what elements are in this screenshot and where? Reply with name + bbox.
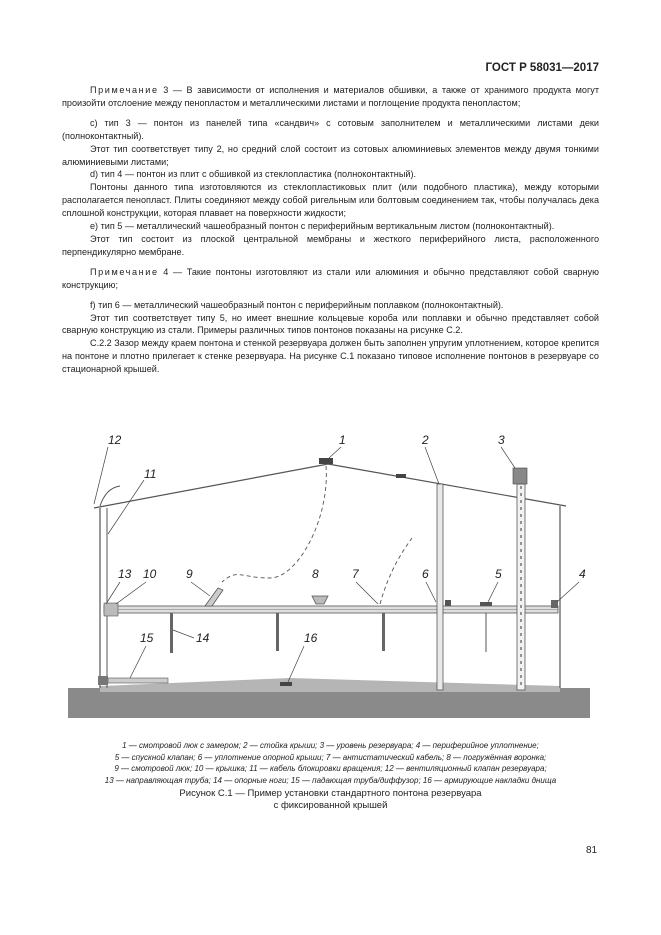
- callout-3-line: [501, 447, 515, 468]
- callout-5-line: [488, 582, 498, 602]
- callout-6: 6: [422, 567, 429, 581]
- callout-14: 14: [196, 631, 210, 645]
- legend-line: 9 — смотровой люк; 10 — крышка; 11 — кабель блокировки вращения; 12 — вентиляционный клапан резервуара;: [114, 764, 547, 773]
- support-leg: [276, 613, 279, 651]
- diffuser-head: [98, 676, 108, 685]
- paragraph-type3: с) тип 3 — понтон из панелей типа «сандвич» с сотовым заполнителем и металлическими листами деки (полноконтактный).: [62, 117, 599, 141]
- column-seal: [445, 600, 451, 606]
- figure-caption: [62, 788, 599, 812]
- paragraph-type4: d) тип 4 — понтон из плит с обшивкой из стеклопластика (полноконтактный).: [90, 169, 416, 180]
- diffuser-pipe: [108, 678, 168, 683]
- legend-line: 5 — спускной клапан; 6 — уплотнение опорной крыши; 7 — антистатический кабель; 8 — погружённая воронка;: [114, 752, 547, 762]
- page-number: 81: [586, 845, 598, 856]
- caption-line-2: с фиксированной крышей: [273, 800, 388, 811]
- cover: [104, 603, 118, 616]
- antistatic-cable: [222, 466, 326, 582]
- gauge-head: [513, 468, 527, 484]
- paragraph-type6-desc: Этот тип соответствует типу 5, но имеет внешние кольцевые короба или поплавки и обычно представляет собой сварную конструкцию из стали. Примеры различных типов понтонов показаны на рисунке С.2.: [62, 312, 599, 336]
- callout-9: 9: [186, 567, 193, 581]
- callout-12-line: [94, 447, 108, 504]
- callout-8: 8: [312, 567, 319, 581]
- callout-13-line: [106, 582, 120, 604]
- figure-legend: [62, 740, 599, 786]
- tank-bottom: [100, 678, 560, 692]
- note-3: [62, 84, 599, 110]
- tank-diagram-svg: [60, 428, 605, 748]
- callout-2: 2: [422, 433, 429, 447]
- tank-roof: [94, 464, 566, 508]
- submerged-funnel: [312, 596, 328, 604]
- roof-column: [437, 484, 443, 690]
- vent-valve: [100, 486, 120, 506]
- body-text: [62, 84, 599, 376]
- callout-12: 12: [108, 433, 122, 447]
- callout-1: 1: [339, 433, 346, 447]
- callout-3: 3: [498, 433, 505, 447]
- callout-7-line: [356, 582, 378, 604]
- callout-15: 15: [140, 631, 154, 645]
- paragraph-type6: f) тип 6 — металлический чашеобразный понтон с периферийным поплавком (полноконтактный).: [90, 299, 504, 310]
- roof-nozzle: [396, 474, 406, 478]
- paragraph-type4-desc: Понтоны данного типа изготовляются из стеклопластиковых плит (или подобного пластика), между которыми располагается пенопласт. Плиты соединяют между собой ригельным или болтовым соединением так, чтобы получалась дека сплошной конструкции, которая плавает на поверхности жидкости;: [62, 182, 599, 219]
- paragraph-type5-desc: Этот тип состоит из плоской центральной мембраны и жесткого периферийного листа, расположенного перпендикулярно мембране.: [62, 233, 599, 257]
- paragraph-type3-desc: Этот тип соответствует типу 2, но средний слой состоит из сотовых алюминиевых элементов между двумя тонкими алюминиевыми листами;: [62, 143, 599, 167]
- tank-diagram: [60, 428, 605, 748]
- callout-9-line: [191, 582, 210, 596]
- antistatic-cable-2: [380, 538, 412, 604]
- callout-15-line: [130, 646, 146, 678]
- note-text: 3 — В зависимости от исполнения и материалов обшивки, а также от хранимого продукта могут произойти отслоение между пенопластом и металлическими листами и поглощение продукта пенопластом;: [62, 85, 599, 108]
- support-leg: [382, 613, 385, 651]
- note-label: Примечание: [90, 85, 159, 95]
- callout-5: 5: [495, 567, 502, 581]
- callout-7: 7: [352, 567, 359, 581]
- note-text: 4 — Такие понтоны изготовляют из стали или алюминия и обычно представляют собой сварную конструкцию;: [62, 266, 599, 290]
- note-label: Примечание: [90, 266, 159, 277]
- document-code: ГОСТ Р 58031—2017: [485, 62, 599, 74]
- roof-hatch: [319, 458, 333, 464]
- drain-valve: [480, 602, 492, 606]
- callout-6-line: [426, 582, 436, 602]
- callout-16-line: [288, 646, 304, 682]
- callout-1-line: [329, 447, 341, 458]
- callouts: [94, 433, 586, 682]
- callout-14-line: [173, 630, 194, 638]
- callout-16: 16: [304, 631, 318, 645]
- callout-13: 13: [118, 567, 132, 581]
- support-leg: [170, 613, 173, 653]
- callout-10-line: [116, 582, 146, 604]
- callout-2-line: [425, 447, 439, 484]
- peripheral-seal: [551, 600, 558, 608]
- bottom-pad: [280, 682, 292, 686]
- callout-4: 4: [579, 567, 586, 581]
- legend-line: 1 — смотровой люк с замером; 2 — стойка крыши; 3 — уровень резервуара; 4 — периферийное уплотнение;: [122, 741, 539, 750]
- paragraph-type5: е) тип 5 — металлический чашеобразный понтон с периферийным вертикальным листом (полноконтактный).: [90, 221, 555, 232]
- caption-line-1: Рисунок С.1 — Пример установки стандартного понтона резервуара: [179, 788, 482, 799]
- legend-line: 13 — направляющая труба; 14 — опорные ноги; 15 — падающая труба/диффузор; 16 — армирующие накладки днища: [104, 775, 557, 785]
- paragraph-c22: С.2.2 Зазор между краем понтона и стенкой резервуара должен быть заполнен упругим уплотнением, которое крепится на понтоне и плотно прилегает к стенке резервуара. На рисунке С.1 показано типовое исполнение понтонов в резервуаре со стационарной крышей.: [62, 338, 599, 375]
- callout-11: 11: [144, 467, 157, 481]
- tank-foundation: [68, 688, 590, 718]
- callout-10: 10: [143, 567, 157, 581]
- note-4: [62, 266, 599, 292]
- inspection-hatch: [205, 588, 223, 606]
